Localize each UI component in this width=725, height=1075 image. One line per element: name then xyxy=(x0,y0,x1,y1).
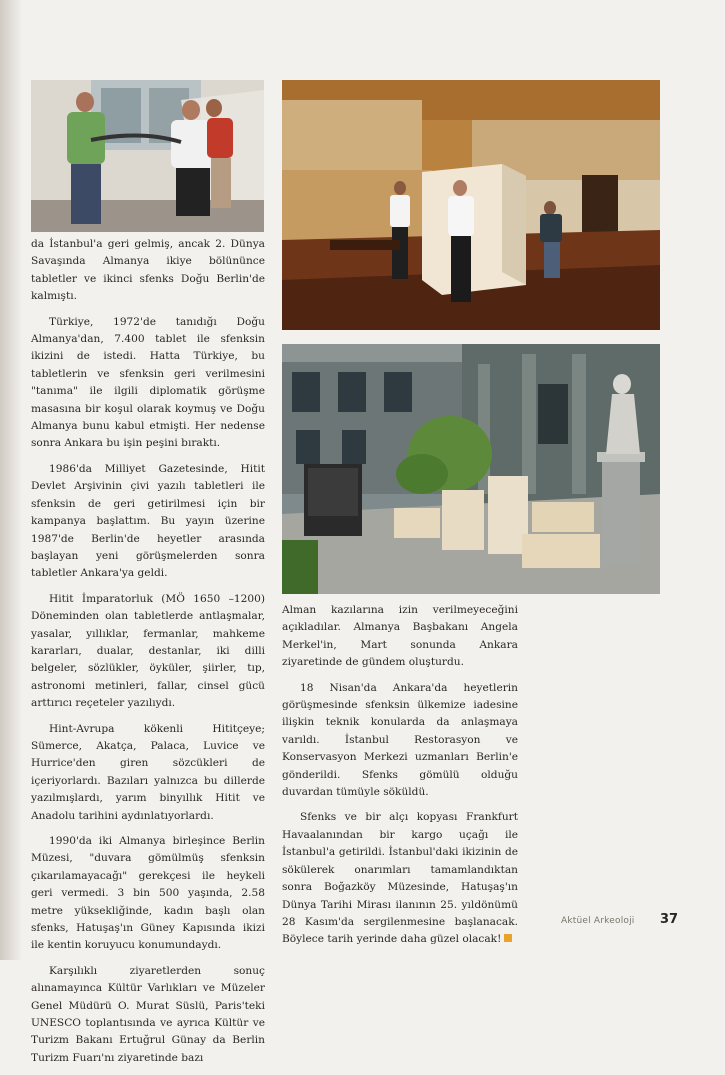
paragraph: Alman kazılarına izin verilmeyeceğini açıkladılar. Almanya Başbakanı Angela Merkel'in, Mart sonunda Ankara ziyaretinde de gündem oluşturdu. xyxy=(282,604,518,669)
page-gutter-shadow xyxy=(0,0,22,960)
paragraph: Karşılıklı ziyaretlerden sonuç alınamayınca Kültür Varlıkları ve Müzeler Genel Müdürü O. Murat Süslü, Paris'teki UNESCO toplantısında ve ayrıca Kültür ve Turizm Bakanı Ertuğrul Günay da Berlin Turizm Fuarı'nı ziyaretinde bazı xyxy=(31,964,265,1064)
paragraph xyxy=(282,809,518,948)
article-left-column xyxy=(31,236,265,1075)
article-right-column xyxy=(282,602,518,957)
paragraph: 1990'da iki Almanya birleşince Berlin Müzesi, "duvara gömülmüş sfenksin çıkarılamayacağı" gerekçesi ile heykeli geri vermedi. 3 bin 500 yaşında, 2.58 metre yüksekliğinde, kadın başlı olan sfenks, Hatuşaş'ın Güney Kapısında ikizi ile kentin koruyucu konumundaydı. xyxy=(31,835,265,952)
photo-crate-in-museum-hall xyxy=(282,80,660,330)
magazine-name: Aktüel Arkeoloji xyxy=(561,916,635,926)
end-of-article-square-icon xyxy=(504,934,512,942)
photo-museum-courtyard-crates xyxy=(282,344,660,594)
page-number: 37 xyxy=(660,912,679,927)
paragraph: Hitit İmparatorluk (MÖ 1650 –1200) Döneminden olan tabletlerde antlaşmalar, yasalar, yıllıklar, fermanlar, mahkeme kararları, dualar, destanlar, iki dilli belgeler, sözlükler, öyküler, şiirler, tıp, astronomi metinleri, fallar, cinsel gücü arttırıcı reçeteler yazılıydı. xyxy=(31,592,265,710)
paragraph-text: Sfenks ve bir alçı kopyası Frankfurt Havaalanından bir kargo uçağı ile İstanbul'a getirildi. İstanbul'daki ikizinin de sökülerek onarımları tamamlandıktan sonra Boğazköy Müzesinde, Hatuşaş'ın Dünya Tarihi Mirası ilanının 25. yıldönümü 28 Kasım'da sergilenmesine başlanacak. Böylece tarih yerinde daha güzel olacak! xyxy=(282,811,518,946)
photo-workers-wrapping xyxy=(31,80,264,232)
paragraph: 18 Nisan'da Ankara'da heyetlerin görüşmesinde sfenksin ülkemize iadesine ilişkin teknik konularda da anlaşmaya varıldı. İstanbul Restorasyon ve Konservasyon Merkezi uzmanları Berlin'e gönderildi. Sfenks gömülü olduğu duvardan tümüyle söküldü. xyxy=(282,681,518,799)
photo-workers-illustration xyxy=(31,80,264,232)
paragraph: 1986'da Milliyet Gazetesinde, Hitit Devlet Arşivinin çivi yazılı tabletleri ile sfenksin de geri getirilmesi için bir kampanya başlattım. Bu yayın üzerine 1987'de Berlin'de heyetler arasında başlayan yeni görüşmelerden sonra tabletler Ankara'ya geldi. xyxy=(31,462,265,580)
paragraph: Türkiye, 1972'de tanıdığı Doğu Almanya'dan, 7.400 tablet ile sfenksin ikizini de istedi. Hatta Türkiye, bu tabletlerin ve sfenksin geri verilmesini "tanıma" ile ilgili diplomatik görüşme masasına bir koşul olarak koymuş ve Doğu Almanya bunu kabul etmişti. Her nedense sonra Ankara bu işin peşini bıraktı. xyxy=(31,315,265,450)
photo-courtyard-illustration xyxy=(282,344,660,594)
photo-hall-illustration xyxy=(282,80,660,330)
paragraph: Hint-Avrupa kökenli Hititçeye; Sümerce, Akatça, Palaca, Luvice ve Hurrice'den giren sözcükleri de içeriyorlardı. Bazıları yalnızca bu dillerde yazılmışlardı, yarım binyıllık Hitit ve Anadolu tarihini aydınlatıyorlardı. xyxy=(31,722,265,822)
paragraph: da İstanbul'a geri gelmiş, ancak 2. Dünya Savaşında Almanya ikiye bölününce tabletler ve ikinci sfenks Doğu Berlin'de kalmıştı. xyxy=(31,238,265,303)
